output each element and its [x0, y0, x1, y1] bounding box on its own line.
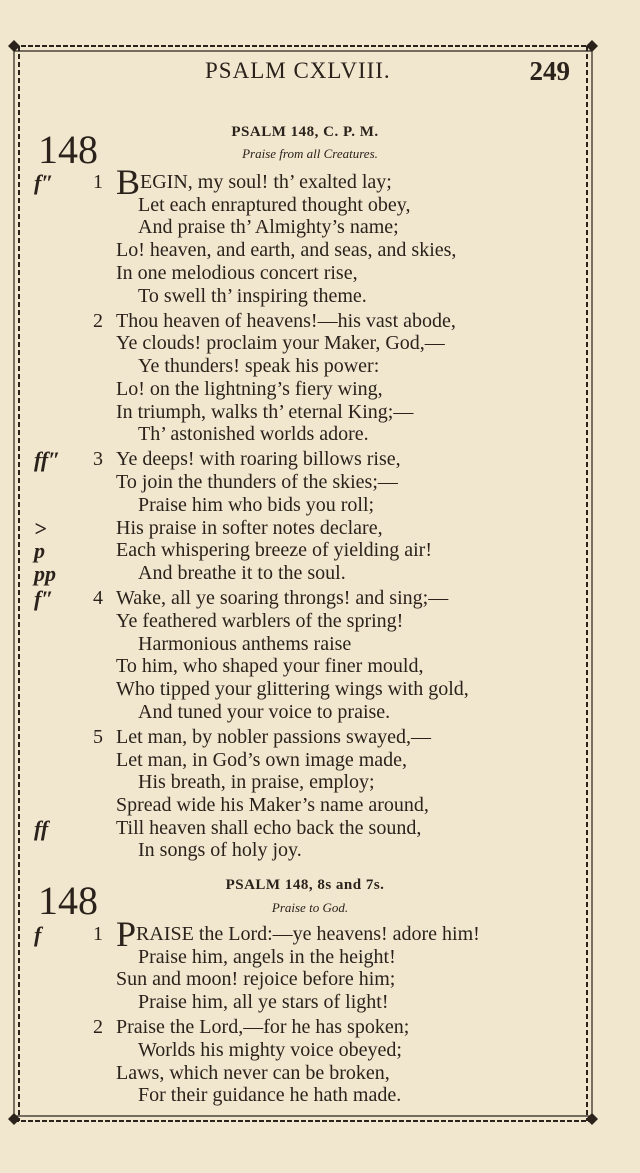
verse-line	[138, 355, 379, 378]
verse-line-text: Ye feathered warblers of the spring!	[116, 609, 404, 632]
verse-line	[138, 991, 389, 1014]
verse-line	[116, 310, 456, 333]
drop-cap: P	[116, 914, 137, 954]
verse-number: 1	[93, 923, 103, 945]
verse-line-text: To swell th’ inspiring theme.	[138, 284, 367, 307]
verse-line	[116, 517, 383, 540]
verse-line-text: Let man, in God’s own image made,	[116, 748, 408, 771]
verse-line	[116, 726, 431, 749]
hymn-subtitle: Praise to God.	[271, 900, 349, 915]
verse-line-text: Thou heaven of heavens!—his vast abode,	[116, 309, 456, 332]
verse-line-text: Praise him, all ye stars of light!	[138, 991, 389, 1014]
verse-line	[116, 1016, 409, 1039]
verse-line-text: Spread wide his Maker’s name around,	[116, 793, 429, 816]
verse-line	[116, 448, 401, 471]
verse-line-text: In one melodious concert rise,	[116, 261, 358, 284]
verse-line	[138, 839, 302, 862]
verse-line	[138, 701, 390, 724]
verse-line-text: Laws, which never can be broken,	[116, 1061, 390, 1084]
verse-line	[116, 678, 469, 701]
verse-line-text: Who tipped your glittering wings with gold,	[116, 677, 469, 700]
hymn-title: PSALM 148, 8s and 7s.	[225, 877, 385, 893]
verse-line	[116, 332, 445, 355]
verse-number: 5	[93, 725, 103, 748]
verse-line-text: Th’ astonished worlds adore.	[138, 423, 369, 446]
verse-line	[138, 1039, 402, 1062]
verse-line-text: Till heaven shall echo back the sound,	[116, 816, 422, 839]
verse-line-text: Each whispering breeze of yielding air!	[116, 539, 432, 562]
verse-line-text: Worlds his mighty voice obeyed;	[138, 1039, 402, 1061]
verse-line-text: And breathe it to the soul.	[138, 561, 346, 584]
verse-line-text: Let man, by nobler passions swayed,—	[116, 725, 431, 748]
hymn-subtitle: Praise from all Creatures.	[242, 146, 378, 161]
dynamic-marking: ff″	[34, 447, 61, 473]
hymn-number: 148	[38, 127, 98, 172]
verse-line	[116, 539, 432, 562]
verse-line-text: Praise him who bids you roll;	[138, 493, 375, 516]
verse-line-text: And tuned your voice to praise.	[138, 700, 391, 723]
dynamic-marking: f	[34, 922, 42, 947]
verse-line-text: Praise him, angels in the height!	[138, 945, 396, 968]
verse-line-text: Lo! on the lightning’s fiery wing,	[116, 377, 383, 400]
verse-line	[116, 914, 480, 954]
verse-line	[116, 817, 421, 840]
verse-number: 2	[93, 1016, 103, 1039]
dynamic-marking: p	[34, 538, 45, 564]
verse-line-text: Praise the Lord,—for he has spoken;	[116, 1016, 410, 1039]
verse-line	[116, 587, 448, 610]
hymn-number: 148	[38, 878, 98, 923]
verse-line	[116, 162, 392, 202]
verse-line-text: To him, who shaped your finer mould,	[116, 655, 424, 678]
verse-number: 4	[93, 587, 103, 610]
verse-line-text: Ye thunders! speak his power:	[138, 355, 380, 378]
dynamic-marking: ff	[34, 815, 49, 841]
verse-line	[116, 378, 383, 401]
verse-number: 2	[93, 309, 103, 332]
verse-line	[116, 610, 403, 633]
page-number: 249	[529, 56, 570, 86]
verse-line-text: Ye deeps! with roaring billows rise,	[116, 448, 401, 471]
verse-line-text: EGIN, my soul! th’ exalted lay;	[140, 171, 392, 193]
verse-line	[138, 423, 369, 446]
verse-line	[138, 633, 351, 656]
verse-line	[116, 239, 456, 262]
verse-line-text: His breath, in praise, employ;	[138, 771, 375, 794]
verse-line-text: For their guidance he hath made.	[138, 1084, 402, 1107]
dynamic-marking: f″	[34, 586, 54, 612]
verse-line-text: Ye clouds! proclaim your Maker, God,—	[116, 332, 445, 355]
verse-line-text: Sun and moon! rejoice before him;	[116, 968, 396, 991]
verse-line	[116, 471, 398, 494]
verse-line	[138, 216, 399, 239]
verse-line	[138, 285, 367, 308]
verse-line-text: In songs of holy joy.	[138, 839, 302, 862]
verse-line	[138, 946, 396, 969]
verse-line	[138, 1084, 401, 1107]
hymn-title: PSALM 148, C. P. M.	[231, 124, 379, 140]
verse-line	[116, 968, 395, 991]
drop-cap: B	[116, 162, 141, 202]
verse-line	[116, 1062, 390, 1085]
verse-line-text: Harmonious anthems raise	[138, 632, 352, 655]
verse-line	[138, 194, 410, 217]
running-head	[0, 58, 640, 94]
verse-line-text: RAISE the Lord:—ye heavens! adore him!	[136, 923, 480, 945]
verse-line-text: Wake, all ye soaring throngs! and sing;—	[116, 587, 449, 610]
dynamic-marking: pp	[34, 560, 56, 586]
verse-line	[116, 749, 407, 772]
verse-line	[116, 794, 429, 817]
verse-line	[116, 401, 413, 424]
verse-line	[116, 655, 423, 678]
verse-line	[116, 262, 358, 285]
verse-line-text: And praise th’ Almighty’s name;	[138, 216, 399, 239]
verse-number: 1	[93, 171, 103, 193]
dynamic-marking: >	[34, 515, 47, 541]
verse-line-text: Lo! heaven, and earth, and seas, and skies,	[116, 239, 457, 262]
verse-line-text: To join the thunders of the skies;—	[116, 471, 398, 494]
verse-line-text: His praise in softer notes declare,	[116, 516, 383, 539]
verse-line	[138, 771, 375, 794]
verse-line-text: In triumph, walks th’ eternal King;—	[116, 400, 414, 423]
running-head-title: PSALM CXLVIII.	[205, 58, 391, 83]
verse-line	[138, 562, 346, 585]
dynamic-marking: f″	[34, 170, 54, 195]
verse-line	[138, 494, 374, 517]
verse-number: 3	[93, 448, 103, 471]
verse-line-text: Let each enraptured thought obey,	[138, 193, 411, 216]
